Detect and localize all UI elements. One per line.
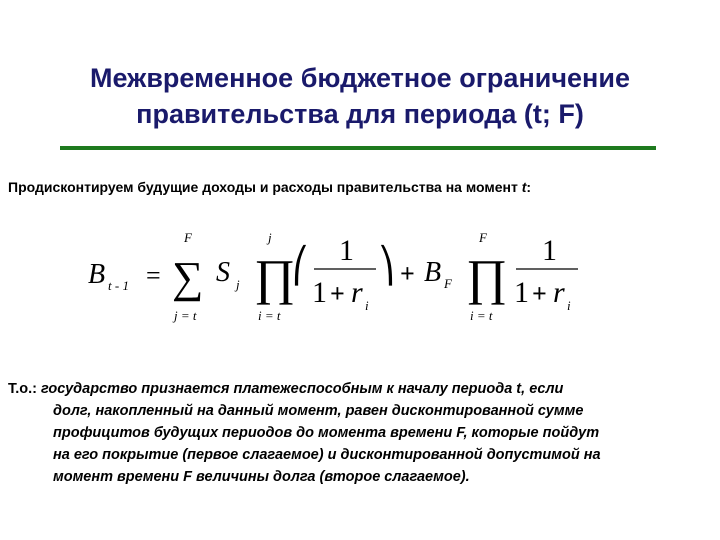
surplus-symbol: S [216,257,230,288]
fraction2-rate: r [553,276,565,309]
intro-colon: : [526,179,532,195]
fraction2-plus: + [532,279,547,308]
final-debt-subscript: F [444,276,452,291]
fraction1-numerator: 1 [339,234,354,267]
intro-text: Продисконтируем будущие доходы и расходы правительства на момент [8,179,522,195]
conclusion-lead: Т.о.: [8,381,41,397]
product2-upper-limit: F [479,230,487,245]
fraction2-numerator: 1 [542,234,557,267]
fraction2-denominator-one: 1 [514,276,529,309]
intro-paragraph [8,178,708,196]
conclusion-line-4: на его покрытие (первое слагаемое) и дисконтированной допустимой на [53,447,601,463]
right-bracket: ⎞ [378,248,395,285]
equals-sign: = [146,261,161,290]
product1-lower-limit: i = t [258,308,281,323]
conclusion-text-1: государство признается платежеспособным к началу периода t, если [41,381,564,397]
product1-upper-limit: j [268,230,272,245]
title-underline [60,146,656,150]
product2-lower-limit: i = t [470,308,493,323]
product-sign-2: ∏ [466,249,508,305]
sum-upper-limit: F [184,230,192,245]
lhs-subscript: t - 1 [108,278,129,293]
conclusion-line-2: долг, накопленный на данный момент, равен дисконтированной сумме [53,403,584,419]
budget-constraint-formula [86,222,606,332]
formula-svg [86,222,606,332]
plus-sign: + [400,259,415,288]
conclusion-line-1 [8,378,714,400]
sum-lower-limit: j = t [174,308,197,323]
fraction1-rate-subscript: i [365,298,369,313]
surplus-subscript: j [236,277,240,292]
title-line-1: Межвременное бюджетное ограничение [90,63,630,93]
left-bracket: ⎛ [292,248,309,285]
title-line-2: правительства для периода (t; F) [136,99,584,129]
final-debt-symbol: B [424,257,442,288]
slide-title [0,60,720,132]
fraction1-rate: r [351,276,363,309]
conclusion-paragraph [8,378,714,488]
fraction1-denominator-one: 1 [312,276,327,309]
fraction1-plus: + [330,279,345,308]
conclusion-line-5: момент времени F величины долга (второе слагаемое). [53,469,470,485]
lhs-symbol: B [88,259,106,290]
fraction2-rate-subscript: i [567,298,571,313]
conclusion-line-3: профицитов будущих периодов до момента времени F, которые пойдут [53,425,600,441]
sum-sign: ∑ [172,253,204,302]
product-sign-1: ∏ [254,249,296,305]
intro-variable: t [521,179,527,195]
